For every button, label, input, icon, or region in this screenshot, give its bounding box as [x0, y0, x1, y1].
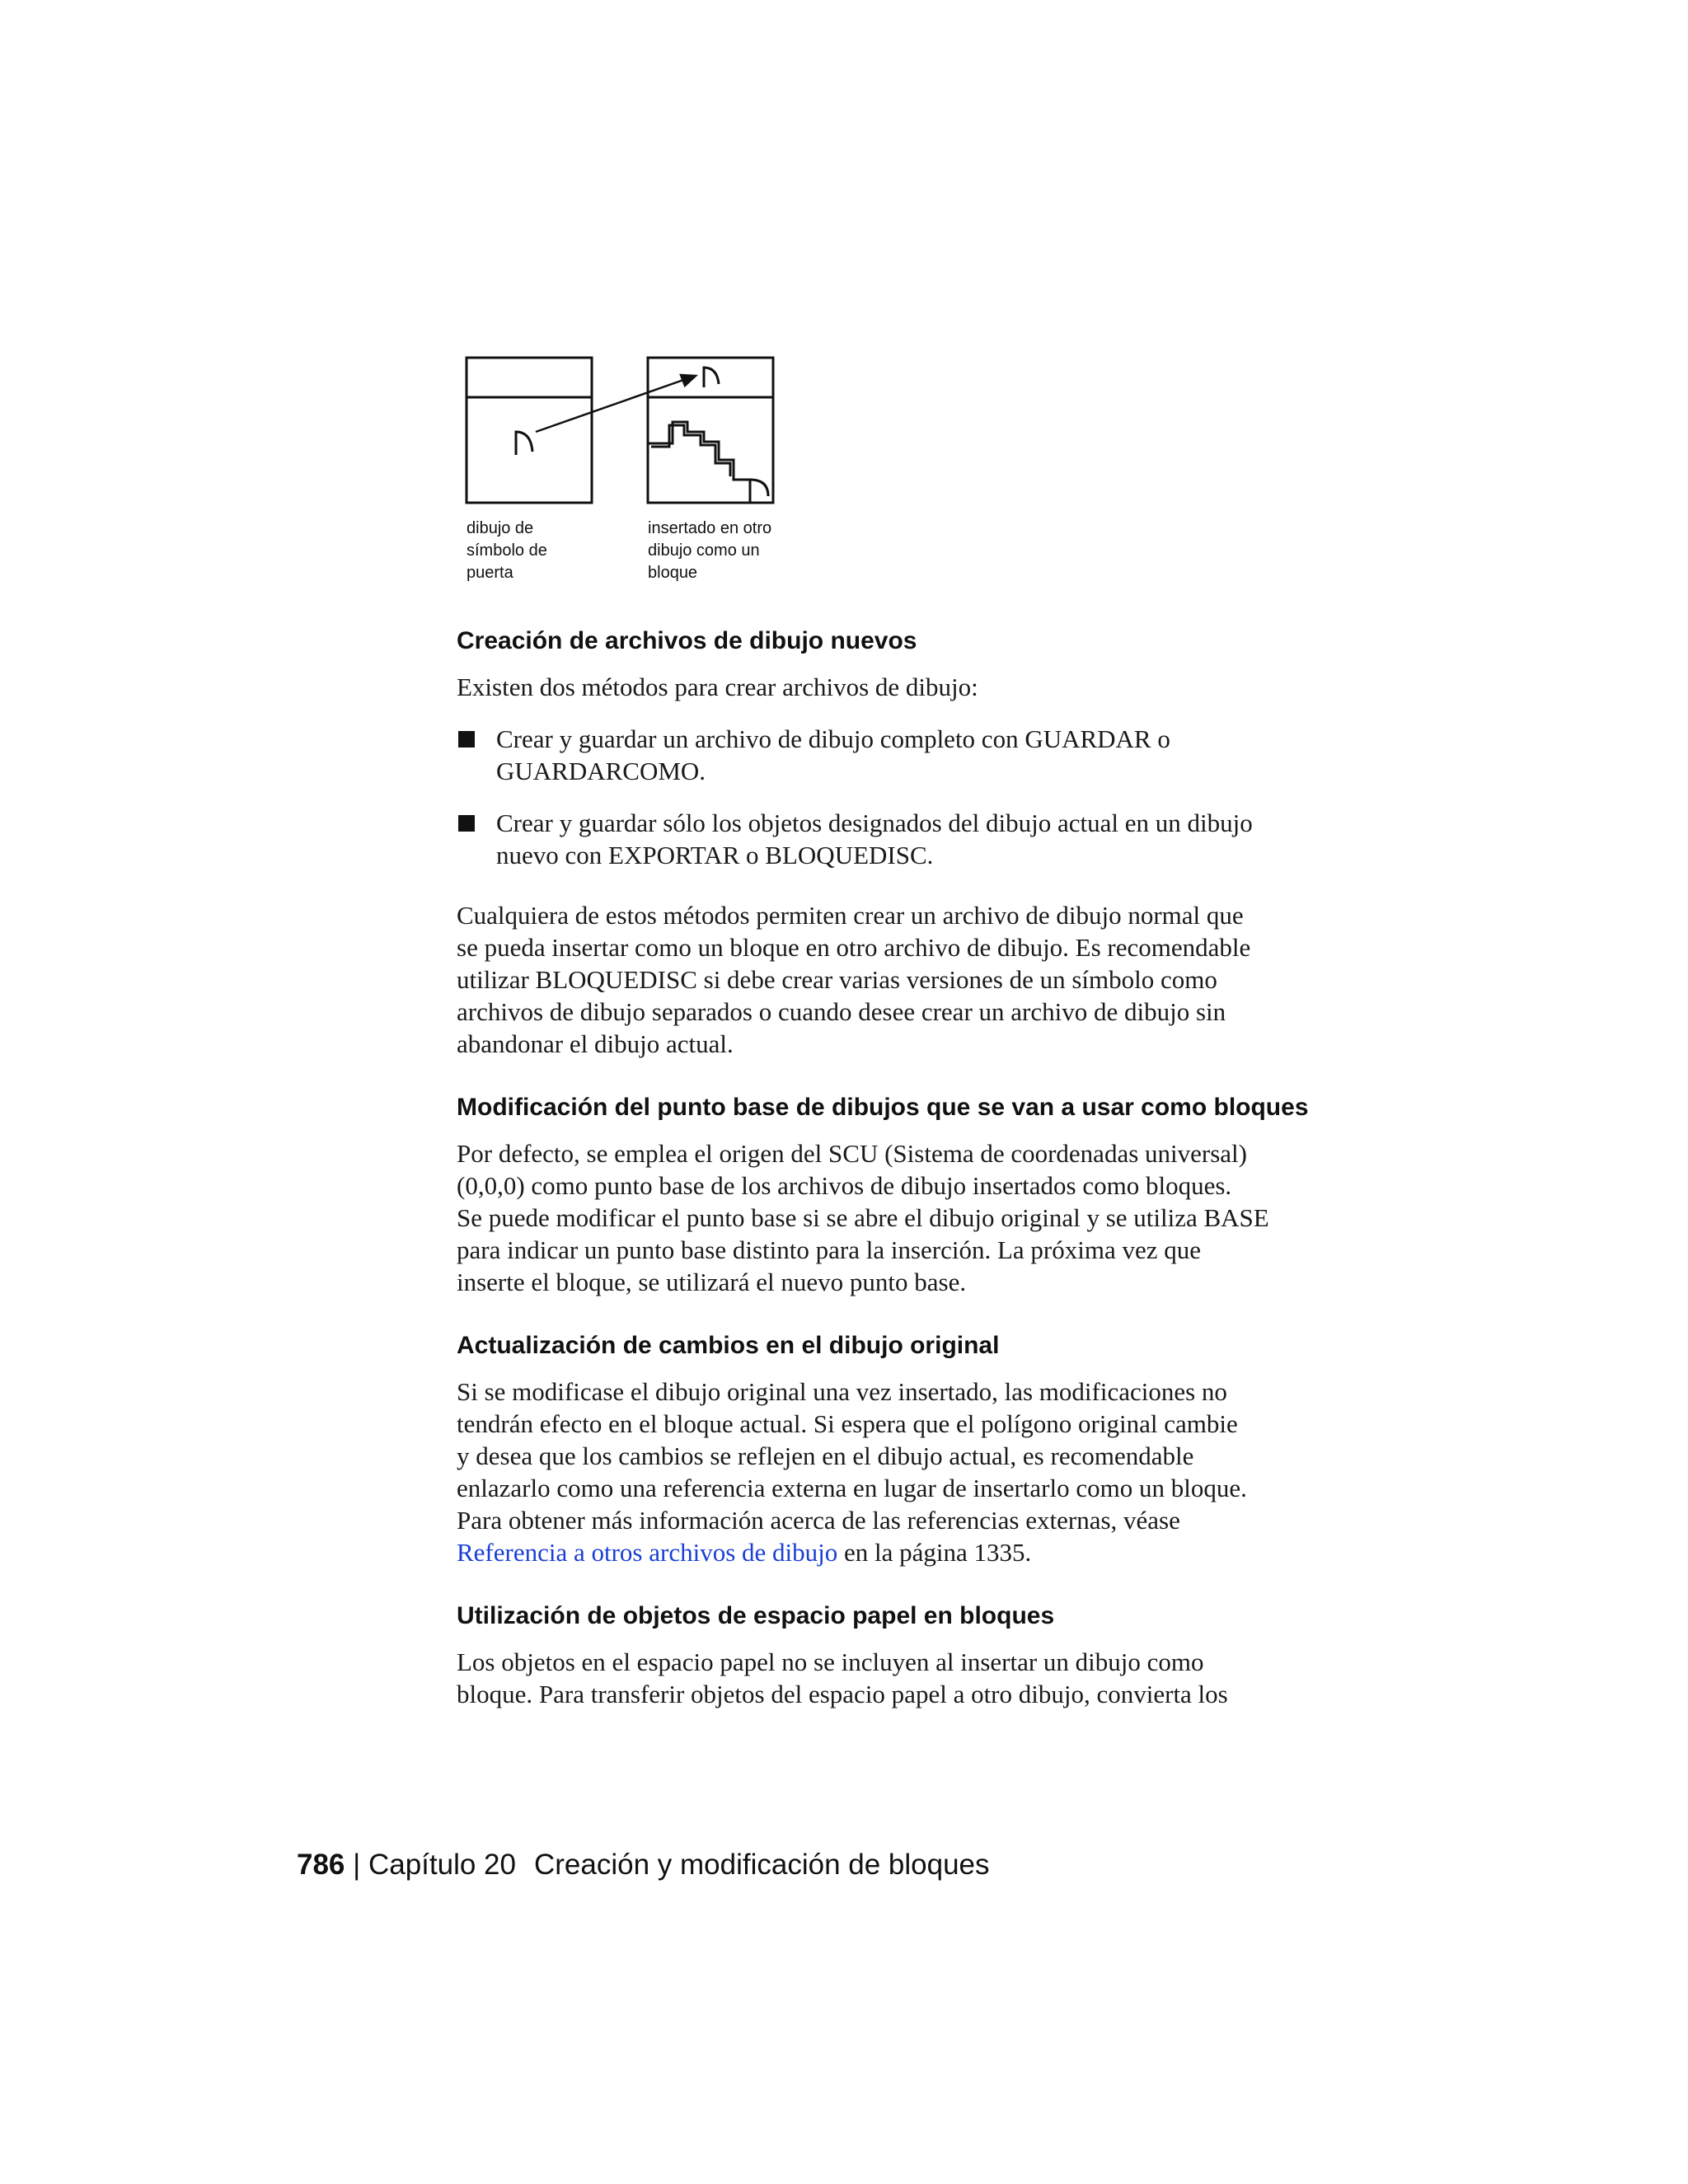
section-heading: Creación de archivos de dibujo nuevos: [457, 627, 917, 654]
block-insertion-diagram: [462, 353, 808, 518]
page-footer: [297, 1846, 990, 1884]
caption-door-symbol: dibujo de símbolo de puerta: [467, 519, 547, 582]
page-number: 786: [297, 1849, 345, 1881]
chapter-title: Creación y modificación de bloques: [533, 1849, 990, 1881]
left-drawing-frame: [467, 358, 592, 503]
section-heading: Actualización de cambios en el dibujo original: [457, 1332, 1000, 1359]
section-new-drawing-files: [457, 625, 1347, 1060]
footer-separator: |: [345, 1849, 368, 1881]
floor-plan-door-arc: [750, 480, 768, 496]
arrowhead-icon: [681, 375, 696, 386]
square-bullet-icon: [458, 815, 475, 832]
chapter-label: Capítulo 20: [368, 1849, 516, 1881]
section-intro: Existen dos métodos para crear archivos de dibujo:: [457, 673, 978, 701]
section-paragraph: Por defecto, se emplea el origen del SCU (Sistema de coordenadas universal) (0,0,0) como punto base de los archivos de dibujo insertados como bloques. Se puede modificar el punto base si se abre el dibujo original y se utiliza BASE para indicar un punto base distinto para la inserción. La próxima vez que inserte el bloque, se utilizará el nuevo punto base.: [457, 1139, 1269, 1296]
section-heading: Modificación del punto base de dibujos que se van a usar como bloques: [457, 1094, 1309, 1121]
xref-link[interactable]: Referencia a otros archivos de dibujo: [457, 1538, 838, 1567]
door-symbol-drawing: [467, 358, 592, 503]
door-symbol-icon: [516, 432, 532, 455]
main-content: [457, 625, 1347, 1710]
methods-list: [457, 723, 1347, 871]
section-update-changes: [457, 1329, 1347, 1568]
target-drawing: [648, 358, 773, 503]
caption-inserted-block: insertado en otro dibujo como un bloque: [648, 519, 772, 582]
section-heading: Utilización de objetos de espacio papel en bloques: [457, 1602, 1055, 1629]
list-item: Crear y guardar sólo los objetos designados del dibujo actual en un dibujo nuevo con EXPORTAR o BLOQUEDISC.: [457, 807, 1347, 871]
door-symbol-figure: [462, 353, 808, 592]
section-paragraph: Cualquiera de estos métodos permiten crear un archivo de dibujo normal que se pueda insertar como un bloque en otro archivo de dibujo. Es recomendable utilizar BLOQUEDISC si debe crear varias versiones de un símbolo como archivos de dibujo separados o cuando desee crear un archivo de dibujo sin abandonar el dibujo actual.: [457, 901, 1251, 1058]
inserted-door-icon: [704, 368, 719, 387]
square-bullet-icon: [458, 731, 475, 748]
section-paragraph: Los objetos en el espacio papel no se incluyen al insertar un dibujo como bloque. Para transferir objetos del espacio papel a otro dibujo, convierta los: [457, 1647, 1228, 1708]
list-item: Crear y guardar un archivo de dibujo completo con GUARDAR o GUARDARCOMO.: [457, 723, 1347, 787]
section-paper-space: [457, 1600, 1347, 1710]
section-paragraph: Si se modificase el dibujo original una vez insertado, las modificaciones no tendrán efecto en el bloque actual. Si espera que el polígono original cambie y desea que los cambios se reflejen en el dibujo actual, es recomendable enlazarlo como una referencia externa en lugar de insertarlo como un bloque. Para obtener más información acerca de las referencias externas, véase Referencia a otros archivos de dibujo en la página 1335.: [457, 1377, 1247, 1567]
section-base-point: [457, 1091, 1347, 1298]
